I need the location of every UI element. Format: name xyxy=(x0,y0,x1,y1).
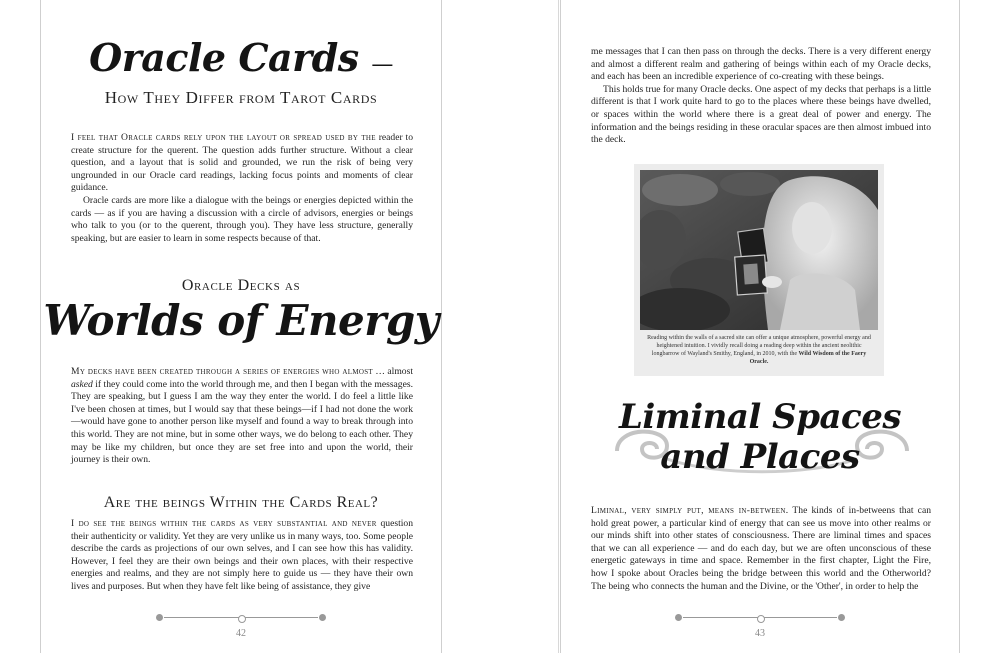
section-title-worlds-of-energy: Worlds of Energy xyxy=(43,296,439,345)
book-gutter xyxy=(441,0,559,653)
footer-ornament xyxy=(675,614,845,622)
beings-block xyxy=(71,518,413,594)
section-heading-beings-real: Are the beings Within the Cards Real? xyxy=(103,494,379,511)
intro-rest: reader to create structure for the querent. The question adds further structure. Without a clear question, and a layout that is solid and grounded, we run the risk of being very ungrounded in our Oracle card readings, lacking focus points and moments of clear guidance. xyxy=(71,132,414,194)
photo-figure xyxy=(634,164,884,376)
decks-italic: asked xyxy=(71,378,93,390)
liminal-lead: Liminal, very simply put, means in-between. xyxy=(591,505,789,516)
decks-rest-pre: … almost xyxy=(375,366,413,377)
intro-paragraph xyxy=(71,132,413,195)
beings-lead: I do see the beings within the cards as very substantial and never xyxy=(71,518,377,529)
decks-paragraph xyxy=(71,366,413,467)
liminal-title-line1: Liminal Spaces xyxy=(618,397,902,437)
chapter-title-text: Oracle Cards xyxy=(89,35,359,80)
right-top-block xyxy=(591,46,931,147)
chapter-title xyxy=(41,36,441,87)
beings-paragraph xyxy=(71,518,413,594)
liminal-title-line2: and Places xyxy=(660,437,860,477)
caption-deck-name: Wild Wisdom of the Faery Oracle. xyxy=(749,351,867,365)
decks-rest-post: if they could come into the world through me, and then I began with the messages. They are speaking, but I guess I am the way they enter the world. I do feel a little like I've been chosen at times, but I would say that these beings—if I had not done the work—would have gone to another person like myself and found a way to break through into this world. They are not mine, but in some other ways, we do belong to each other. They may be like my children, but once they are set free into and upon the world, their journey is their own. xyxy=(71,378,413,466)
section-title-liminal xyxy=(561,397,959,489)
intro-lead: I feel that Oracle cards rely upon the layout or spread used by the xyxy=(71,132,376,143)
photo-caption xyxy=(642,334,876,366)
liminal-block xyxy=(591,505,931,593)
footer-ornament xyxy=(156,614,326,622)
section-heading-oracle-decks: Oracle Decks as xyxy=(181,277,301,294)
liminal-paragraph xyxy=(591,505,931,593)
left-page xyxy=(40,0,442,653)
page-number: 43 xyxy=(755,628,765,639)
page-number: 42 xyxy=(236,628,246,639)
intro-block xyxy=(71,132,413,245)
continued-paragraph: me messages that I can then pass on through the decks. There is a very different energy and almost a different realm and gathering of beings within each of my Oracle decks, and each has been an incredible experience of co-creating with these beings. xyxy=(591,46,931,83)
liminal-title xyxy=(561,397,959,477)
decks-block xyxy=(71,366,413,467)
paragraph-oracle-decks: This holds true for many Oracle decks. One aspect of my decks that perhaps is a little different is that I work quite hard to go to the places where these beings have dwelled, or spaces within the world where there is a great deal of power and energy. The information and the beings residing in these oracular spaces are then almost imbued into the deck. xyxy=(591,83,931,146)
photo-illustration xyxy=(640,170,878,330)
chapter-subtitle: How They Differ from Tarot Cards xyxy=(104,88,378,107)
liminal-rest: The kinds of in-betweens that can hold great power, a particular kind of energy that can see us move into other realms or our minds shift into other states of consciousness. There are liminal times and spaces that we can all experience — and do each day, but we are often unconscious of these energetic gateways in time and space. Remember in the first chapter, Light the Fire, how I spoke about Oracles being the bridge between this world and the Otherworld? The being who connects the human and the Divine, or the 'Other', in order to help the xyxy=(591,505,931,592)
beings-rest: question their authenticity or validity. Yet they are very unlike us in many ways, too. Some people describe the cards as projections of our own selves, and I can see how this has validity. However, I feel they are their own beings and their own places, with their respective energies and realms, and they are not simply here to guide us — they have their own lives and purposes. But when they have felt like being of assistance, they give xyxy=(71,518,413,592)
paragraph-dialogue: Oracle cards are more like a dialogue with the beings or energies depicted within the cards — as if you are having a discussion with a circle of advisors, energies or beings who talk to you (or to the querent, through you). They have less structure, generally speaking, but are easier to learn in some respects because of that. xyxy=(71,194,413,244)
decks-lead: My decks have been created through a series of energies who almost xyxy=(71,366,373,377)
chapter-title-dash: — xyxy=(371,52,393,77)
reading-photo xyxy=(640,170,878,330)
caption-text: Reading within the walls of a sacred site can offer a unique atmosphere, powerful energy and heightened intuition. I vividly recall doing a reading deep within the ancient neolithic longbarrow of Wayland's Smithy, England, in 2010, with the xyxy=(647,335,871,357)
right-page xyxy=(560,0,960,653)
